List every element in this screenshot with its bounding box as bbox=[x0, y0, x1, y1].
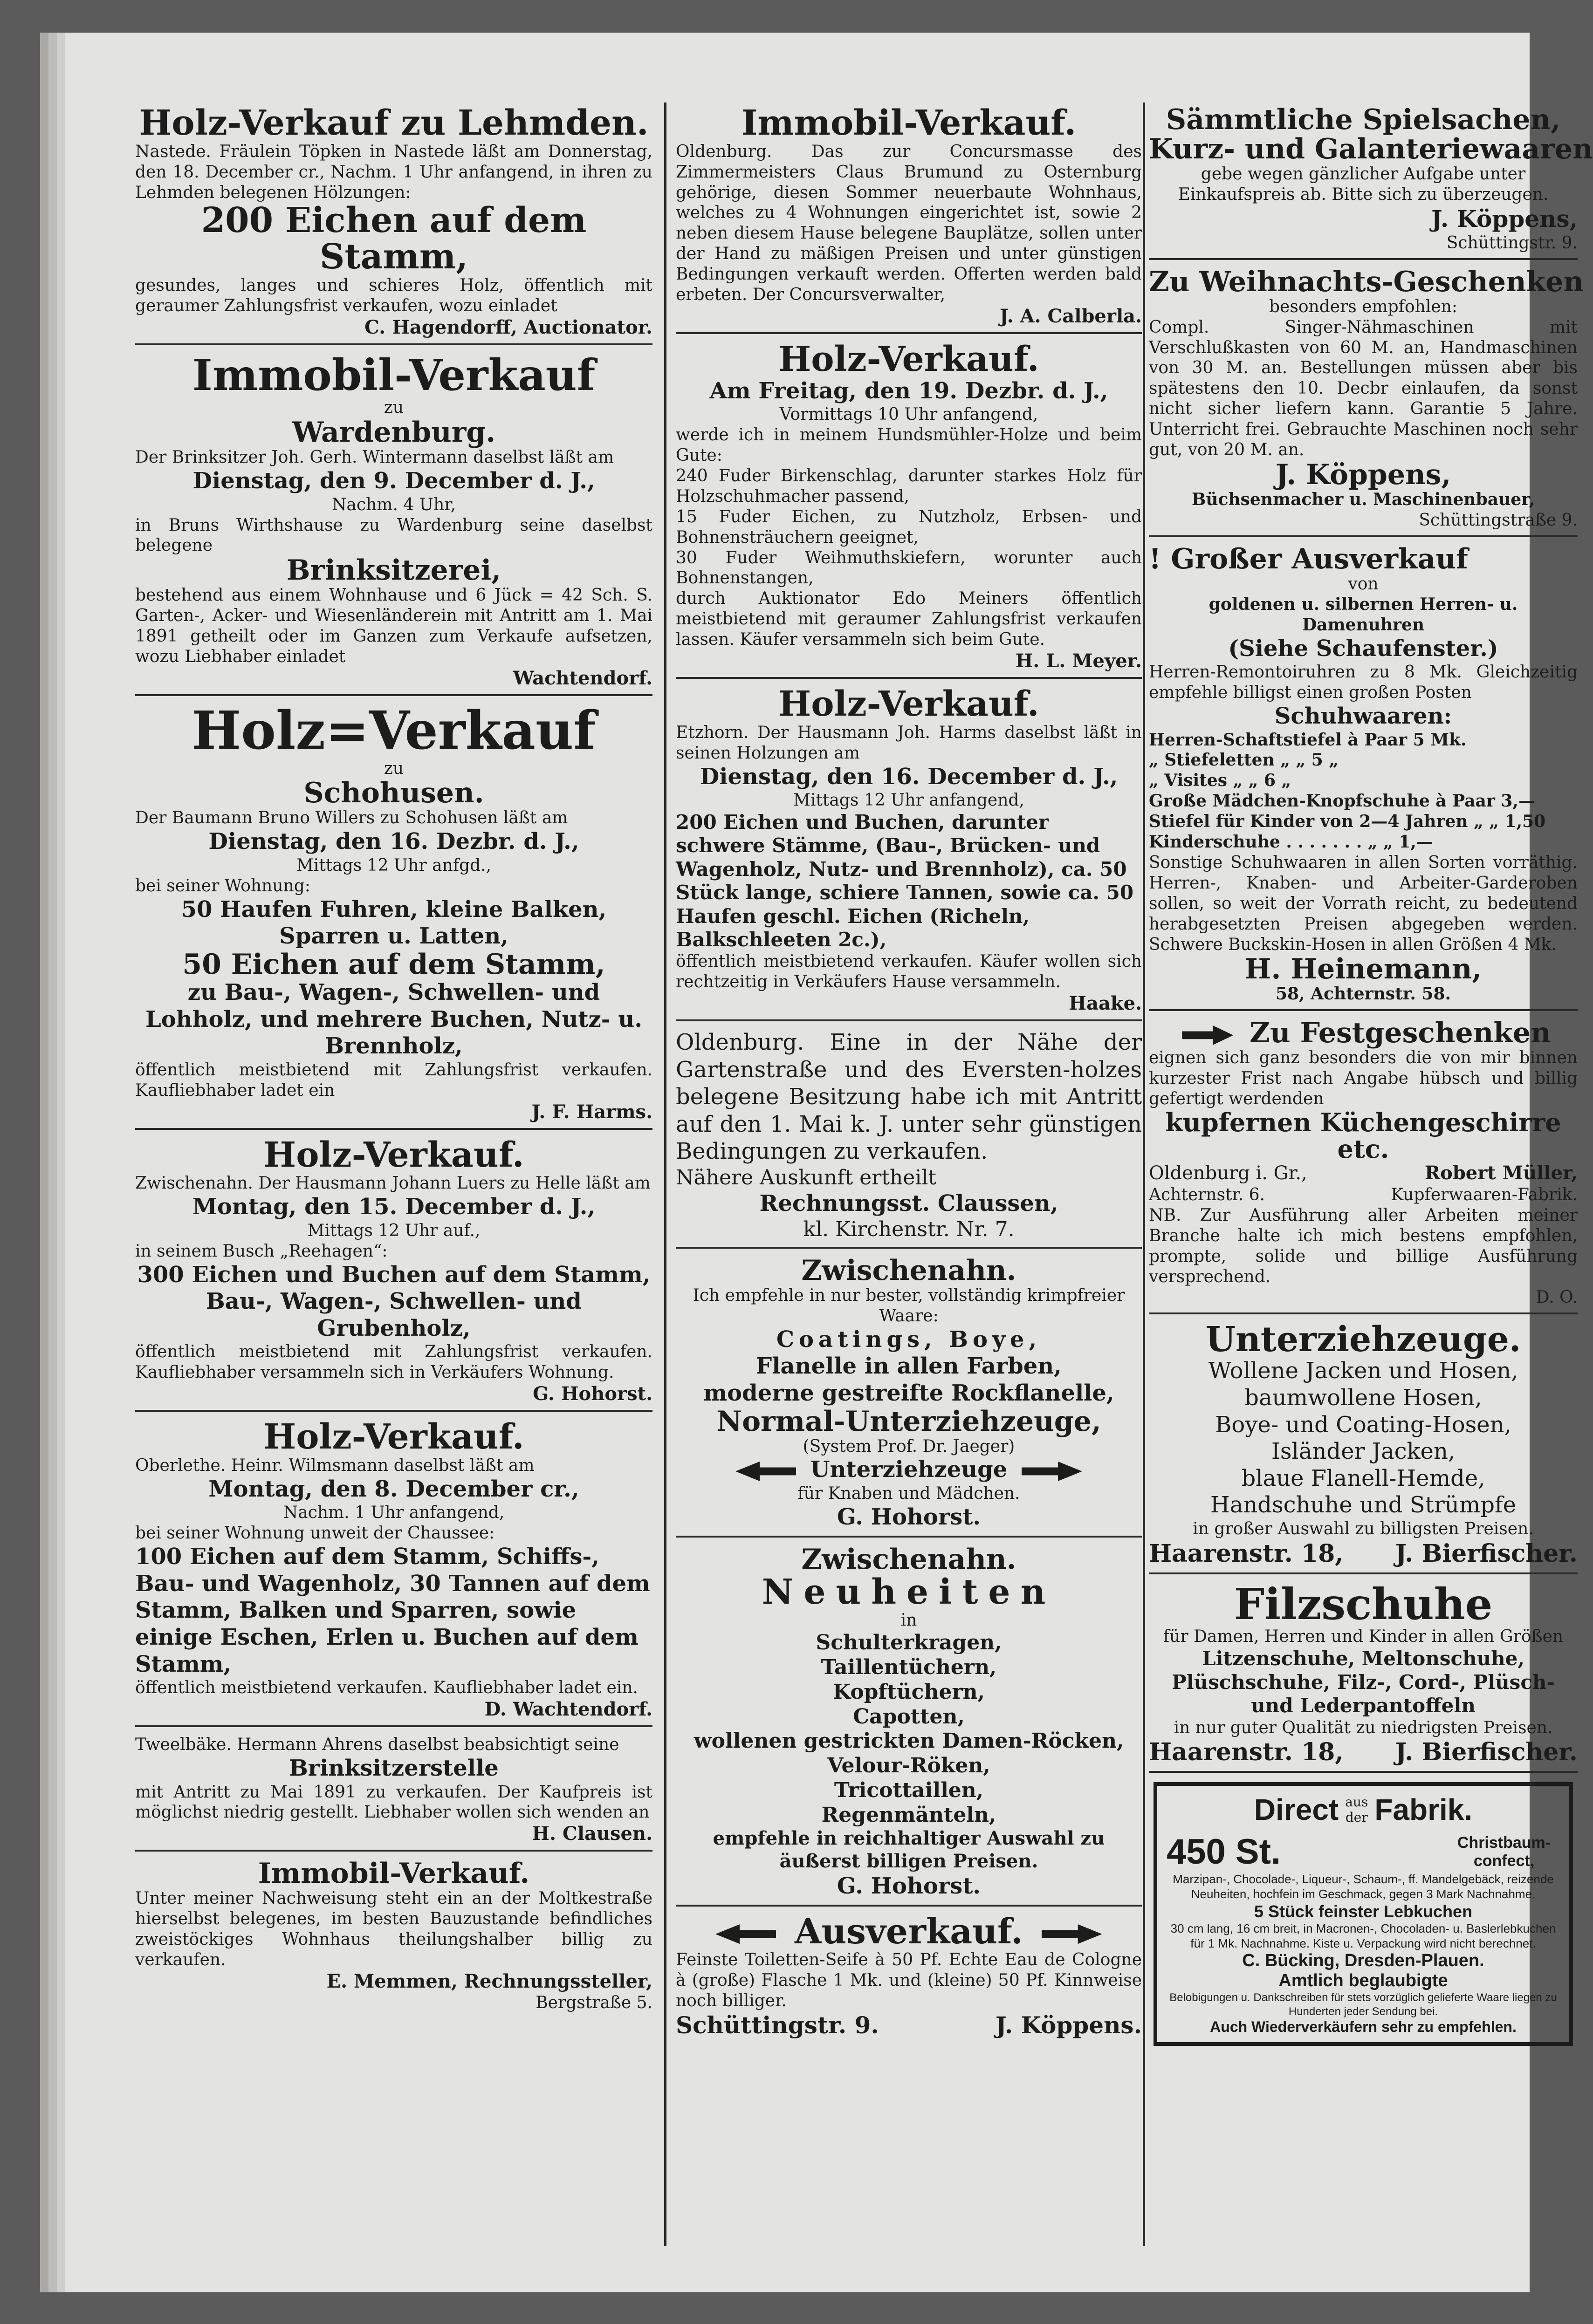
ad-place: Oldenburg i. Gr., bbox=[1149, 1162, 1307, 1184]
ad-product: Christbaum-confect, bbox=[1457, 1833, 1551, 1870]
ad-body: Oldenburg. Eine in der Nähe der Gartenstraße und des Eversten-holzes belegene Besitzung habe ich mit Antritt auf den 1. Mai k. J. unter sehr günstigen Bedingungen zu verkaufen. bbox=[676, 1029, 1142, 1165]
ad-title: Direct bbox=[1254, 1793, 1339, 1827]
ad-sub: zu bbox=[384, 759, 404, 778]
ad-signature: H. L. Meyer. bbox=[1015, 650, 1142, 672]
ad-title: Kurz- und Galanteriewaaren bbox=[1149, 133, 1593, 165]
ad-address: Haarenstr. 18, bbox=[1149, 1539, 1344, 1568]
pointing-hand-icon bbox=[1022, 1462, 1082, 1481]
ad-body: Zwischenahn. Der Hausmann Johann Luers zu Helle läßt am bbox=[135, 1174, 651, 1193]
ad-item: Kopftüchern, bbox=[833, 1680, 985, 1704]
ad-body: werde ich in meinem Hundsmühler-Holze und beim Gute: bbox=[676, 425, 1142, 465]
ad-title-with-hand: Zu Festgeschenken bbox=[1149, 1018, 1578, 1048]
ad-signature: H. Clausen. bbox=[532, 1823, 652, 1845]
ad-item: Handschuhe und Strümpfe bbox=[1210, 1492, 1517, 1518]
ad-line-with-hands: Unterziehzeuge bbox=[676, 1456, 1142, 1483]
ad-holz-verkauf-zwischenahn bbox=[135, 1135, 652, 1412]
ad-body: bei seiner Wohnung: bbox=[135, 876, 310, 895]
ad-title: Immobil-Verkauf bbox=[192, 349, 596, 400]
ad-body: öffentlich meistbietend mit Zahlungsfrist verkaufen. Kaufliebhaber ladet ein bbox=[135, 1060, 652, 1100]
ad-sub: zu bbox=[384, 398, 404, 417]
pointing-hand-icon bbox=[1042, 1924, 1102, 1944]
ad-body: Herren-Remontoiruhren zu 8 Mk. Gleichzeitig empfehle billigst einen großen Posten bbox=[1149, 663, 1578, 702]
ad-neuheiten bbox=[676, 1542, 1142, 1907]
ad-body: Der Brinksitzer Joh. Gerh. Wintermann daselbst läßt am bbox=[135, 448, 614, 467]
ad-line: 100 Eichen auf dem Stamm, Schiffs-, Bau- und Wagenholz, 30 Tannen auf dem Stamm, Balken und Sparren, sowie einige Eschen, Erlen u. Buchen auf dem Stamm, bbox=[135, 1544, 650, 1677]
ad-body: Compl. Singer-Nähmaschinen mit Verschlußkasten von 60 M. an, Handmaschinen von 30 M. an. Bestellungen müssen aber bis spätestens den 10. Decbr einlaufen, da sonst nicht sicher liefern kann. Garantie 5 Jahre. Unterricht frei. Gebrauchte Maschinen noch sehr gut, von 20 M. an. bbox=[1149, 317, 1578, 460]
ad-ausverkauf-seife bbox=[676, 1911, 1142, 2044]
ad-signature: C. Hagendorff, Auctionator. bbox=[364, 316, 652, 338]
ad-holz-verkauf-hundsmuehle bbox=[676, 339, 1142, 679]
ad-sub: besonders empfohlen: bbox=[1269, 297, 1457, 316]
ad-desc: Marzipan-, Chocolade-, Liqueur-, Schaum-, ff. Mandelgebäck, reizende Neuheiten, hochfein im Geschmack, gegen 3 Mark Nachnahme. bbox=[1173, 1872, 1554, 1901]
ad-title-spread: Neuheiten bbox=[762, 1572, 1056, 1612]
ad-signature: J. Köppens. bbox=[996, 2011, 1142, 2039]
column-middle bbox=[676, 103, 1142, 2048]
ad-footer: Auch Wiederverkäufern sehr zu empfehlen. bbox=[1210, 2018, 1517, 2035]
ad-signature-row bbox=[1149, 1185, 1578, 1205]
ad-body: in nur guter Qualität zu niedrigsten Preisen. bbox=[1174, 1718, 1553, 1737]
ad-item: 30 Fuder Weihmuthskiefern, worunter auch Bohnenstangen, bbox=[676, 548, 1142, 588]
ad-signature-title: Kupferwaaren-Fabrik. bbox=[1391, 1185, 1578, 1205]
ad-signature: Robert Müller, bbox=[1424, 1162, 1578, 1184]
ad-grosser-ausverkauf bbox=[1149, 542, 1578, 1012]
ad-signature: G. Hohorst. bbox=[837, 1504, 981, 1530]
ad-item: Velour-Röken, bbox=[827, 1754, 990, 1778]
ad-signature: G. Hohorst. bbox=[533, 1383, 652, 1405]
ad-body: gesundes, langes und schieres Holz, öffentlich mit geraumer Zahlungsfrist verkaufen, wozu einladet bbox=[135, 275, 652, 315]
ad-place: Schohusen. bbox=[303, 777, 484, 810]
ad-time: Mittags 12 Uhr anfgd., bbox=[296, 855, 492, 875]
newspaper-page bbox=[65, 33, 1593, 2292]
ad-title: Immobil-Verkauf. bbox=[741, 103, 1077, 143]
ad-body: Unter meiner Nachweisung steht ein an der Moltkestraße hierselbst belegenes, im besten Bauzustande befindliches zweistöckiges Wohnhaus theilungshalber billig zu verkaufen. bbox=[135, 1889, 652, 1970]
ad-signature: H. Heinemann, bbox=[1244, 953, 1482, 986]
ad-title: Holz=Verkauf bbox=[192, 700, 596, 761]
ad-item: Wollene Jacken und Hosen, bbox=[1208, 1358, 1518, 1384]
ad-line: 200 Eichen und Buchen, darunter schwere Stämme, (Bau-, Brücken- und Wagenholz, Nutz- und Brennholz), ca. 50 Stück lange, schiere Tannen, sowie ca. 50 Haufen geschl. Eichen (Richeln, Balkschleeten 2c.), bbox=[676, 811, 1134, 951]
ad-line: Normal-Unterziehzeuge, bbox=[716, 1405, 1101, 1438]
ad-title-row bbox=[1167, 1792, 1560, 1827]
ad-immobil-verkauf-wardenburg bbox=[135, 350, 652, 696]
ad-body: in großer Auswahl zu billigsten Preisen. bbox=[1193, 1519, 1534, 1538]
ad-body: Nähere Auskunft ertheilt bbox=[676, 1165, 937, 1189]
ad-sub: von bbox=[1348, 574, 1379, 594]
ad-highlight: 200 Eichen auf dem Stamm, bbox=[201, 200, 587, 277]
pointing-hand-icon bbox=[735, 1462, 796, 1481]
ad-unterziehzeuge bbox=[1149, 1319, 1578, 1574]
ad-item: Taillentüchern, bbox=[821, 1655, 997, 1679]
ad-desc: 30 cm lang, 16 cm breit, in Macronen-, Chocoladen- u. Baslerlebkuchen für 1 Mk. Nachnahme. Kiste u. Verpackung wird nicht berechnet. bbox=[1170, 1921, 1556, 1950]
ad-date: Dienstag, den 16. Dezbr. d. J., bbox=[208, 828, 579, 855]
ad-title: Zwischenahn. bbox=[801, 1543, 1016, 1576]
ad-title-small: aus der bbox=[1345, 1794, 1368, 1825]
ad-item: Litzenschuhe, Meltonschuhe, bbox=[1202, 1647, 1525, 1670]
ad-item: 240 Fuder Birkenschlag, darunter starkes Holz für Holzschuhmacher passend, bbox=[676, 466, 1142, 506]
ad-weihnachts-geschenken bbox=[1149, 265, 1584, 537]
ad-time: Nachm. 4 Uhr, bbox=[332, 495, 456, 514]
ad-date: Montag, den 8. December cr., bbox=[208, 1476, 579, 1502]
ad-initials: D. O. bbox=[1536, 1287, 1578, 1307]
ad-body: Feinste Toiletten-Seife à 50 Pf. Echte Eau de Cologne à (große) Flasche 1 Mk. und (kleine) 50 Pf. Kinnweise noch billiger. bbox=[676, 1950, 1142, 2011]
ad-body: Oldenburg. Das zur Concursmasse des Zimmermeisters Claus Brumund zu Osternburg gehörige, diesen Sommer neuerbaute Wohnhaus, welches zu 4 Wohnungen eingerichtet ist, sowie 2 neben diesem Hause belegene Bauplätze, sollen unter der Hand zu mäßigen Preisen und unter günstigen Bedingungen verkauft werden. Offerten werden bald erbeten. Der Concursverwalter, bbox=[676, 142, 1142, 305]
ad-address: Schüttingstr. 9. bbox=[676, 2011, 879, 2039]
ad-item: Isländer Jacken, bbox=[1271, 1438, 1456, 1465]
ad-time: Mittags 12 Uhr auf., bbox=[307, 1221, 481, 1240]
ad-signature: J. Bierfischer. bbox=[1395, 1539, 1578, 1568]
ad-item: Regenmänteln, bbox=[821, 1803, 996, 1827]
ad-line: zu Bau-, Wagen-, Schwellen- und Lohholz, und mehrere Buchen, Nutz- u. Brennholz, bbox=[145, 979, 643, 1059]
ad-besitzung-oldenburg bbox=[676, 1026, 1142, 1249]
ad-footer bbox=[1149, 1738, 1578, 1766]
ad-title: Sämmtliche Spielsachen, bbox=[1166, 103, 1561, 136]
ad-signature: E. Memmen, Rechnungssteller, bbox=[326, 1970, 652, 1992]
ad-signature-address: 58, Achternstr. 58. bbox=[1275, 984, 1451, 1004]
ad-title: ! Großer Ausverkauf bbox=[1149, 542, 1468, 575]
ad-item: 15 Fuder Eichen, zu Nutzholz, Erbsen- und Bohnensträuchern geeignet, bbox=[676, 507, 1142, 547]
ad-signature-address: kl. Kirchenstr. Nr. 7. bbox=[803, 1217, 1015, 1242]
ad-note: (Siehe Schaufenster.) bbox=[1228, 635, 1498, 662]
ad-body: bei seiner Wohnung unweit der Chaussee: bbox=[135, 1524, 495, 1543]
ad-line: Flanelle in allen Farben, bbox=[756, 1353, 1062, 1380]
column-left bbox=[135, 103, 652, 2023]
ad-signature: J. Köppens, bbox=[1275, 458, 1451, 491]
ad-body: öffentlich meistbietend mit Zahlungsfrist verkaufen. Kaufliebhaber versammeln sich in Verkäufers Wohnung. bbox=[135, 1342, 652, 1382]
ad-signature: C. Bücking, Dresden-Plauen. bbox=[1242, 1951, 1484, 1971]
ad-item: wollenen gestrickten Damen-Röcken, bbox=[694, 1729, 1124, 1753]
ad-title: Immobil-Verkauf. bbox=[258, 1857, 530, 1890]
ad-signature: Wachtendorf. bbox=[513, 667, 652, 689]
ad-body: gebe wegen gänzlicher Aufgabe unter Einkaufspreis ab. Bitte sich zu überzeugen. bbox=[1178, 164, 1549, 204]
ad-zwischenahn-waare bbox=[676, 1253, 1142, 1538]
ad-item: blaue Flanell-Hemde, bbox=[1241, 1465, 1485, 1491]
ad-title-with-hands: Ausverkauf. bbox=[676, 1914, 1142, 1950]
ad-signature-address: Schüttingstraße 9. bbox=[1419, 510, 1578, 530]
ad-signature: Rechnungsst. Claussen, bbox=[759, 1190, 1058, 1217]
ad-lebkuchen: 5 Stück feinster Lebkuchen bbox=[1254, 1901, 1473, 1921]
ad-body: Etzhorn. Der Hausmann Joh. Harms daselbst läßt in seinen Holzungen am bbox=[676, 723, 1142, 763]
ad-immobil-verkauf-moltkestrasse bbox=[135, 1856, 652, 2018]
ad-date: Dienstag, den 9. December d. J., bbox=[192, 468, 595, 494]
ad-signature: J. Bierfischer. bbox=[1395, 1738, 1578, 1767]
ad-signature: Haake. bbox=[1069, 992, 1142, 1015]
ad-signature: J. Köppens, bbox=[1431, 205, 1578, 232]
pointing-hand-icon bbox=[715, 1924, 776, 1944]
ad-body: öffentlich meistbietend verkaufen. Käufer wollen sich rechtzeitig in Verkäufers Hause versammeln. bbox=[676, 952, 1142, 992]
ad-item: Tricottaillen, bbox=[834, 1778, 984, 1802]
ad-line: (System Prof. Dr. Jaeger) bbox=[803, 1436, 1015, 1456]
ad-signature-address: Schüttingstr. 9. bbox=[1446, 233, 1578, 253]
ad-title: Holz-Verkauf. bbox=[263, 1417, 524, 1457]
ad-time: Vormittags 10 Uhr anfangend, bbox=[779, 405, 1038, 424]
ad-title: Zwischenahn. bbox=[801, 1254, 1016, 1287]
ad-line: 300 Eichen und Buchen auf dem Stamm, Bau-, Wagen-, Schwellen- und Grubenholz, bbox=[137, 1261, 651, 1341]
ad-footer bbox=[676, 2011, 1142, 2039]
ad-title: Unterziehzeuge. bbox=[1205, 1319, 1521, 1360]
ad-body: empfehle in reichhaltiger Auswahl zu äußerst billigen Preisen. bbox=[713, 1827, 1105, 1873]
ad-item: Capotten, bbox=[853, 1704, 965, 1729]
ad-item: Boye- und Coating-Hosen, bbox=[1215, 1411, 1511, 1438]
ad-signature: J. A. Calberla. bbox=[999, 305, 1142, 327]
ad-title: Holz-Verkauf zu Lehmden. bbox=[139, 103, 649, 143]
ad-product-row bbox=[1167, 1832, 1560, 1872]
ad-body: mit Antritt zu Mai 1891 zu verkaufen. Der Kaufpreis ist möglichst niedrig gestellt. Liebhaber wollen sich wenden an bbox=[135, 1782, 652, 1822]
column-divider bbox=[1143, 103, 1145, 2246]
ad-holz-verkauf-etzhorn bbox=[676, 684, 1142, 1021]
column-divider bbox=[664, 103, 666, 2246]
ad-date: Dienstag, den 16. December d. J., bbox=[700, 763, 1118, 790]
ad-body: öffentlich meistbietend verkaufen. Kaufliebhaber ladet ein. bbox=[135, 1678, 638, 1698]
ad-title: Filzschuhe bbox=[1234, 1579, 1493, 1629]
ad-body: Ich empfehle in nur bester, vollständig krimpfreier Waare: bbox=[693, 1285, 1125, 1326]
ad-signature-address: Bergstraße 5. bbox=[536, 1993, 652, 2012]
ad-highlight: kupfernen Küchengeschirre etc. bbox=[1165, 1107, 1561, 1164]
ad-item: Herren-Schaftstiefel à Paar 5 Mk. bbox=[1149, 730, 1467, 750]
ad-signature-row bbox=[1149, 1162, 1578, 1185]
ad-title: Fabrik. bbox=[1374, 1793, 1473, 1827]
ad-title: Holz-Verkauf. bbox=[778, 339, 1039, 379]
ad-sub: in bbox=[900, 1611, 917, 1630]
ad-item: Kinderschuhe . . . . . . . „ „ 1,— bbox=[1149, 832, 1433, 852]
ad-highlight: Brinksitzerei, bbox=[286, 554, 501, 587]
ad-footer bbox=[1149, 1539, 1578, 1568]
ad-festgeschenken bbox=[1149, 1016, 1578, 1314]
ad-body: bestehend aus einem Wohnhause und 6 Jück = 42 Sch. S. Garten-, Acker- und Wiesenländerein mit Antritt am 1. Mai 1891 getheilt oder im Ganzen zum Verkaufe aufsetzen, wozu Liebhaber einladet bbox=[135, 586, 652, 667]
ad-item: „ Stiefeletten „ „ 5 „ bbox=[1149, 750, 1339, 770]
ad-address: Achternstr. 6. bbox=[1149, 1185, 1265, 1205]
column-right bbox=[1149, 103, 1593, 2055]
ad-official: Amtlich beglaubigte bbox=[1278, 1971, 1448, 1991]
ad-line: Coatings, Boye, bbox=[776, 1326, 1042, 1353]
ad-title: Holz-Verkauf. bbox=[778, 684, 1039, 725]
ad-filzschuhe bbox=[1149, 1579, 1578, 1773]
ad-signature: D. Wachtendorf. bbox=[484, 1698, 652, 1720]
ad-body: in seinem Busch „Reehagen“: bbox=[135, 1241, 388, 1261]
ad-item: „ Visites „ „ 6 „ bbox=[1149, 771, 1291, 791]
ad-direct-aus-der-fabrik bbox=[1154, 1782, 1573, 2045]
ad-item: Stiefel für Kinder von 2—4 Jahren „ „ 1,50 bbox=[1149, 812, 1546, 832]
ad-brinksitzerstelle bbox=[135, 1732, 652, 1852]
ad-body: eignen sich ganz besonders die von mir binnen kurzester Frist nach Angabe hübsch und billig gefertigt werdenden bbox=[1149, 1048, 1578, 1109]
ad-line: für Knaben und Mädchen. bbox=[797, 1484, 1020, 1504]
ad-line: 50 Eichen auf dem Stamm, bbox=[182, 948, 605, 981]
ad-body: in Bruns Wirthshause zu Wardenburg seine daselbst belegene bbox=[135, 515, 652, 555]
ad-place: Wardenburg. bbox=[292, 416, 496, 449]
ad-date: Montag, den 15. December d. J., bbox=[192, 1194, 596, 1220]
ad-signature-title: Büchsenmacher u. Maschinenbauer, bbox=[1191, 489, 1535, 509]
ad-date: Am Freitag, den 19. Dezbr. d. J., bbox=[709, 377, 1108, 404]
ad-desc: Belobigungen u. Dankschreiben für stets vorzüglich gelieferte Waare liegen zu Hunderten jeder Sendung bei. bbox=[1169, 1991, 1557, 2018]
ad-body: Sonstige Schuhwaaren in allen Sorten vorräthig. Herren-, Knaben- und Arbeiter-Garderoben sollen, so weit der Vorrath reicht, zu bedeutend herabgesetzten Preisen abgegeben werden. Schwere Buckskin-Hosen in allen Größen 4 Mk. bbox=[1149, 853, 1578, 954]
ad-item: und Lederpantoffeln bbox=[1251, 1694, 1476, 1717]
ad-time: Mittags 12 Uhr anfangend, bbox=[793, 791, 1024, 810]
ad-immobil-verkauf-oldenburg bbox=[676, 103, 1142, 334]
ad-spielsachen bbox=[1149, 103, 1593, 260]
ad-line: 50 Haufen Fuhren, kleine Balken, Sparren u. Latten, bbox=[181, 896, 607, 950]
ad-title: Holz-Verkauf. bbox=[263, 1135, 524, 1175]
ad-body: für Damen, Herren und Kinder in allen Größen bbox=[1163, 1627, 1564, 1647]
ad-body: goldenen u. silbernen Herren- u. Damenuhren bbox=[1208, 594, 1518, 635]
ad-holz-verkauf-lehmden bbox=[135, 103, 652, 345]
ad-body: durch Auktionator Edo Meiners öffentlich meistbietend mit geraumer Zahlungsfrist verkaufen lassen. Käufer versammeln sich beim Gute. bbox=[676, 589, 1142, 649]
ad-body: Oberlethe. Heinr. Wilmsmann daselbst läßt am bbox=[135, 1456, 535, 1475]
ad-item: Plüschschuhe, Filz-, Cord-, Plüsch- bbox=[1172, 1670, 1555, 1694]
ad-item: baumwollene Hosen, bbox=[1244, 1384, 1482, 1411]
ad-highlight: Brinksitzerstelle bbox=[289, 1755, 499, 1781]
ad-line: moderne gestreifte Rockflanelle, bbox=[703, 1380, 1114, 1406]
ad-signature: G. Hohorst. bbox=[837, 1873, 981, 1900]
ad-body: Nastede. Fräulein Töpken in Nastede läßt am Donnerstag, den 18. December cr., Nachm. 1 Uhr anfangend, in ihren zu Lehmden belegenen Hölzungen: bbox=[135, 142, 652, 202]
ad-title: Zu Weihnachts-Geschenken bbox=[1149, 265, 1584, 298]
ad-item: Schulterkragen, bbox=[816, 1631, 1002, 1655]
ad-body: Der Baumann Bruno Willers zu Schohusen läßt am bbox=[135, 808, 568, 828]
ad-item: Große Mädchen-Knopfschuhe à Paar 3,— bbox=[1149, 791, 1535, 811]
ad-body: Tweelbäke. Hermann Ahrens daselbst beabsichtigt seine bbox=[135, 1735, 619, 1754]
ad-highlight: Schuhwaaren: bbox=[1274, 703, 1452, 729]
ad-address: Haarenstr. 18, bbox=[1149, 1738, 1344, 1767]
pointing-hand-icon bbox=[1182, 1025, 1233, 1045]
ad-holz-verkauf-oberlethe bbox=[135, 1416, 652, 1727]
ad-signature: J. F. Harms. bbox=[531, 1100, 652, 1123]
ad-body: NB. Zur Ausführung aller Arbeiten meiner Branche halte ich mich bestens empfohlen, prompte, solide und billige Ausführung versprechend. bbox=[1149, 1206, 1578, 1286]
ad-holz-verkauf-schohusen bbox=[135, 701, 652, 1130]
ad-count: 450 St. bbox=[1167, 1832, 1281, 1872]
ad-time: Nachm. 1 Uhr anfangend, bbox=[283, 1503, 505, 1523]
